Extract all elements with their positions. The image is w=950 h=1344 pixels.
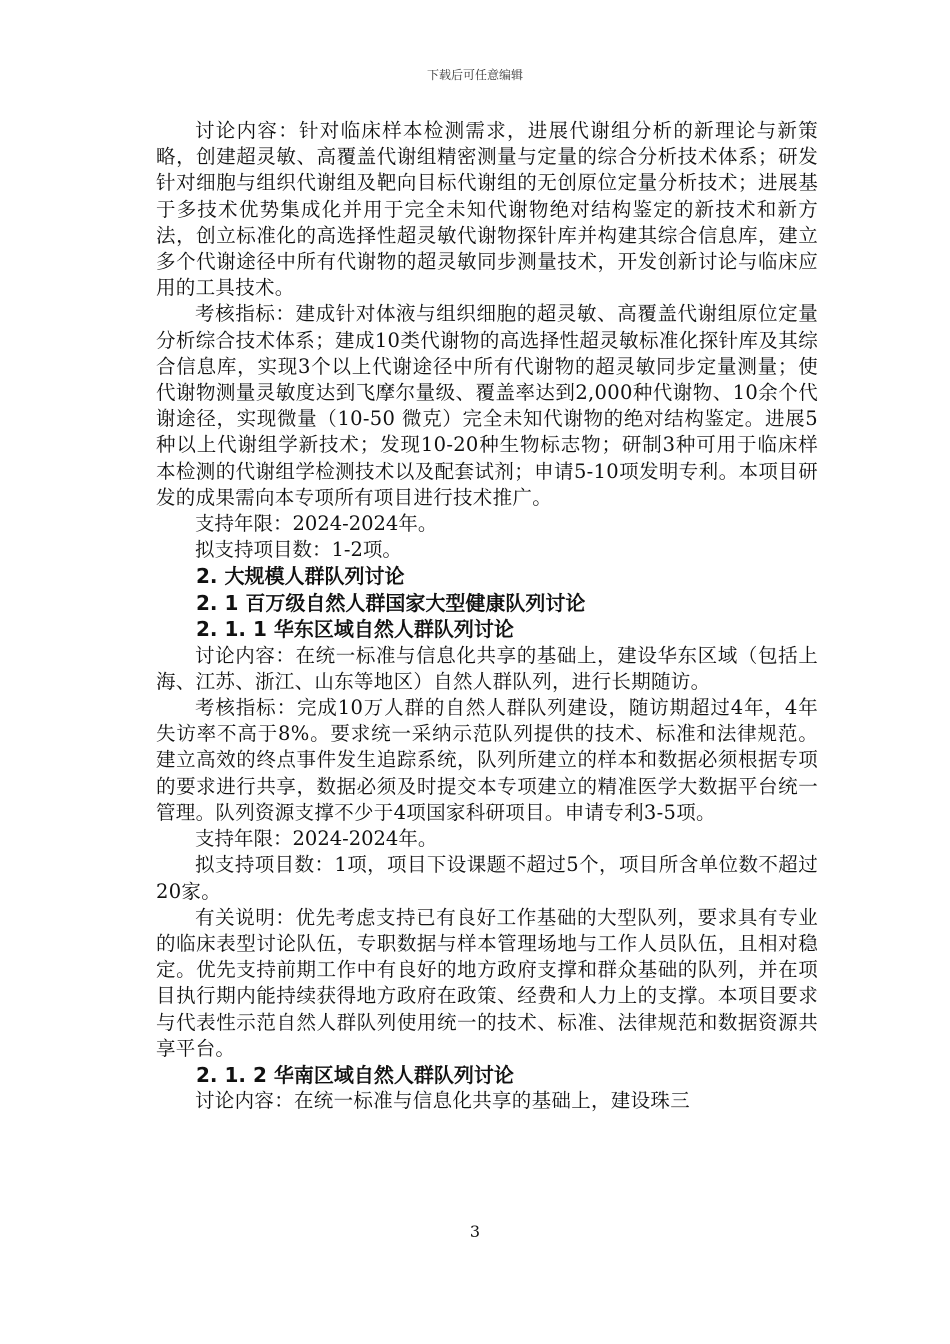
section-heading-2: 2. 大规模人群队列讨论 xyxy=(196,564,405,589)
support-years: 支持年限：2024-2024年。 xyxy=(195,512,438,536)
section-heading-2-1-2: 2. 1. 2 华南区域自然人群队列讨论 xyxy=(196,1062,514,1087)
section-heading-2-1-1: 2. 1. 1 华东区域自然人群队列讨论 xyxy=(196,617,514,642)
paragraph-assessment: 考核指标：建成针对体液与组织细胞的超灵敏、高覆盖代谢组原位定量分析综合技术体系；建成10类代谢物的高选择性超灵敏标准化探针库及其综合信息库，实现3个以上代谢途径中所有代谢物的超灵敏同步定量测量；使代谢物测量灵敏度达到飞摩尔量级、覆盖率达到2,000种代谢物、10余个代谢途径，实现微量（10-50 微克）完全未知代谢物的绝对结构鉴定。进展5种以上代谢组学新技术；发现10-20种生物标志物；研制3种可用于临床样本检测的代谢组学检测技术以及配套试剂；申请5-10项发明专利。本项目研发的成果需向本专项所有项目进行技术推广。 xyxy=(156,302,818,509)
page-number: 3 xyxy=(469,1222,481,1241)
east-project-count: 拟支持项目数：1项，项目下设课题不超过5个，项目所含单位数不超过20家。 xyxy=(156,853,818,903)
paragraph-south-content: 讨论内容：在统一标准与信息化共享的基础上，建设珠三 xyxy=(195,1089,691,1113)
document-body xyxy=(156,118,818,1115)
section-heading-2-1: 2. 1 百万级自然人群国家大型健康队列讨论 xyxy=(196,590,586,615)
paragraph-east-notes: 有关说明：优先考虑支持已有良好工作基础的大型队列，要求具有专业的临床表型讨论队伍，专职数据与样本管理场地与工作人员队伍，且相对稳定。优先支持前期工作中有良好的地方政府支撑和群众基础的队列，并在项目执行期内能持续获得地方政府在政策、经费和人力上的支撑。本项目要求与代表性示范自然人群队列使用统一的技术、标准、法律规范和数据资源共享平台。 xyxy=(156,905,818,1060)
project-count: 拟支持项目数：1-2项。 xyxy=(195,538,402,562)
page-header: 下载后可任意编辑 xyxy=(426,68,523,82)
paragraph-east-assessment: 考核指标：完成10万人群的自然人群队列建设，随访期超过4年，4年失访率不高于8%。要求统一采纳示范队列提供的技术、标准和法律规范。建立高效的终点事件发生追踪系统，队列所建立的样本和数据必须根据专项的要求进行共享，数据必须及时提交本专项建立的精准医学大数据平台统一管理。队列资源支撑不少于4项国家科研项目。申请专利3-5项。 xyxy=(156,696,818,824)
paragraph-east-content: 讨论内容：在统一标准与信息化共享的基础上，建设华东区域（包括上海、江苏、浙江、山东等地区）自然人群队列，进行长期随访。 xyxy=(156,643,818,693)
paragraph-research-content: 讨论内容：针对临床样本检测需求，进展代谢组分析的新理论与新策略，创建超灵敏、高覆盖代谢组精密测量与定量的综合分析技术体系；研发针对细胞与组织代谢组及靶向目标代谢组的无创原位定量分析技术；进展基于多技术优势集成化并用于完全未知代谢物绝对结构鉴定的新技术和新方法，创立标准化的高选择性超灵敏代谢物探针库并构建其综合信息库，建立多个代谢途径中所有代谢物的超灵敏同步测量技术，开发创新讨论与临床应用的工具技术。 xyxy=(156,119,818,300)
east-support-years: 支持年限：2024-2024年。 xyxy=(195,827,438,851)
